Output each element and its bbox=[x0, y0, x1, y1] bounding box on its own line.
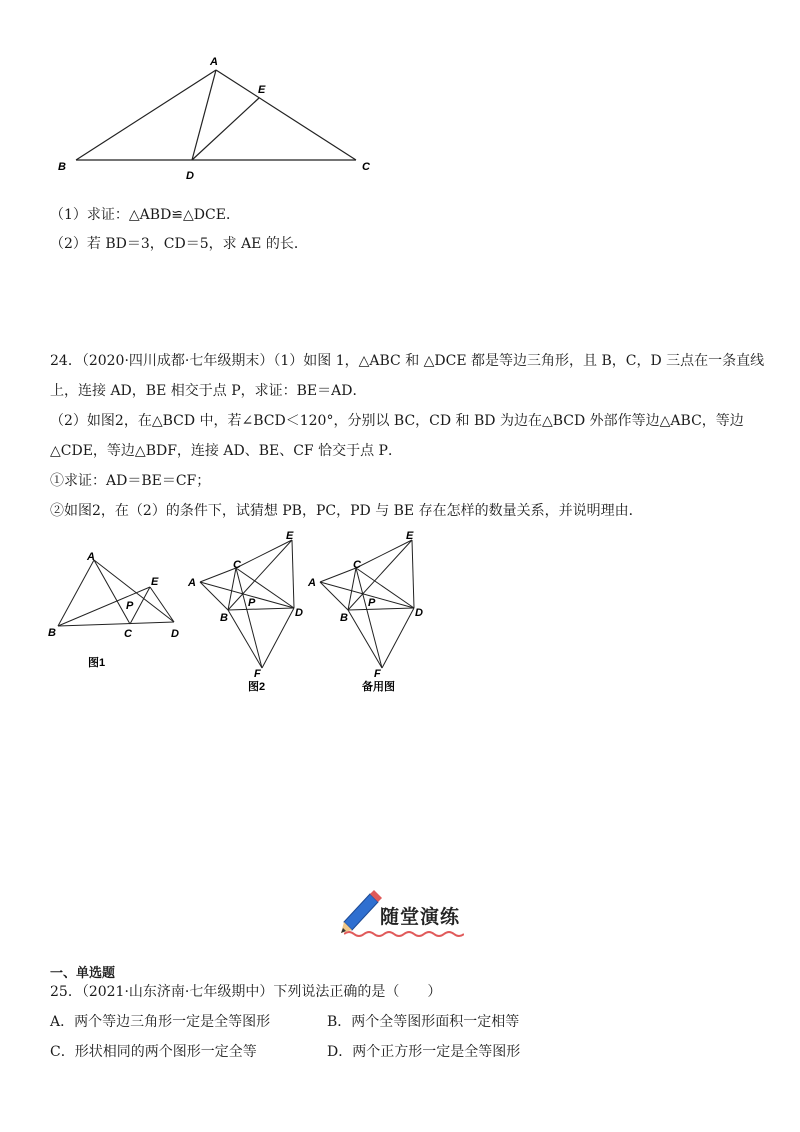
badge-underline bbox=[344, 930, 464, 938]
fig3-label-e: E bbox=[406, 530, 414, 542]
option-c: C．形状相同的两个图形一定全等 bbox=[50, 1044, 257, 1060]
fig3-label-a: A bbox=[308, 577, 316, 589]
q23-part2: （2）若 BD＝3，CD＝5，求 AE 的长． bbox=[50, 236, 308, 252]
figure-backup bbox=[306, 528, 436, 698]
fig2-label-a: A bbox=[188, 577, 196, 589]
q24-line5: ①求证：AD＝BE＝CF； bbox=[50, 473, 211, 489]
segment-de bbox=[192, 98, 259, 160]
option-a: A．两个等边三角形一定是全等图形 bbox=[50, 1014, 271, 1030]
fig2-label-d: D bbox=[295, 607, 303, 619]
q24-line1: 24．（2020·四川成都·七年级期末）（1）如图 1，△ABC 和 △DCE 都是等边三角形，且 B，C，D 三点在一条直线 bbox=[50, 353, 765, 369]
point-label-c: C bbox=[362, 161, 370, 173]
point-label-d: D bbox=[186, 170, 194, 182]
fig1-label-b: B bbox=[48, 627, 56, 639]
figure-2 bbox=[186, 528, 316, 698]
fig2-label-f: F bbox=[254, 668, 261, 680]
fig1-caption: 图1 bbox=[88, 657, 106, 669]
section-title: 一、单选题 bbox=[50, 965, 116, 980]
q24-line6: ②如图2，在（2）的条件下，试猜想 PB，PC，PD 与 BE 存在怎样的数量关系，并说明理由． bbox=[50, 503, 643, 519]
fig1-label-a: A bbox=[87, 551, 95, 563]
figure-1 bbox=[44, 548, 194, 673]
practice-badge bbox=[338, 886, 468, 940]
fig2-label-c: C bbox=[233, 559, 241, 571]
practice-badge-text: 随堂演练 bbox=[380, 906, 461, 928]
point-label-e: E bbox=[258, 84, 266, 96]
fig1-label-e: E bbox=[151, 576, 159, 588]
option-b: B．两个全等图形面积一定相等 bbox=[327, 1014, 520, 1030]
fig2-caption: 图2 bbox=[248, 681, 266, 693]
fig3-caption: 备用图 bbox=[362, 681, 395, 693]
fig3-label-p: P bbox=[368, 597, 376, 609]
fig2-label-p: P bbox=[248, 597, 256, 609]
q24-line3: （2）如图2，在△BCD 中，若∠BCD＜120°，分别以 BC，CD 和 BD 为边在△BCD 外部作等边△ABC，等边 bbox=[50, 413, 744, 429]
fig1-label-p: P bbox=[126, 600, 134, 612]
fig2-label-e: E bbox=[286, 530, 294, 542]
fig3-label-b: B bbox=[340, 612, 348, 624]
point-label-b: B bbox=[58, 161, 66, 173]
q24-line4: △CDE，等边△BDF，连接 AD、BE、CF 恰交于点 P． bbox=[50, 443, 402, 459]
triangle-figure bbox=[50, 48, 390, 188]
fig3-label-f: F bbox=[374, 668, 381, 680]
point-label-a: A bbox=[210, 56, 218, 68]
pencil-icon bbox=[338, 886, 384, 936]
option-d: D．两个正方形一定是全等图形 bbox=[327, 1044, 521, 1060]
q23-part1: （1）求证：△ABD≌△DCE． bbox=[50, 207, 240, 223]
fig3-label-c: C bbox=[353, 559, 361, 571]
segment-ac bbox=[216, 70, 356, 160]
fig1-label-d: D bbox=[171, 628, 179, 640]
fig1-label-c: C bbox=[124, 628, 132, 640]
fig3-label-d: D bbox=[415, 607, 423, 619]
q25-stem: 25．（2021·山东济南·七年级期中）下列说法正确的是（ ） bbox=[50, 984, 442, 1000]
fig2-label-b: B bbox=[220, 612, 228, 624]
q24-line2: 上，连接 AD，BE 相交于点 P，求证：BE＝AD． bbox=[50, 383, 367, 399]
